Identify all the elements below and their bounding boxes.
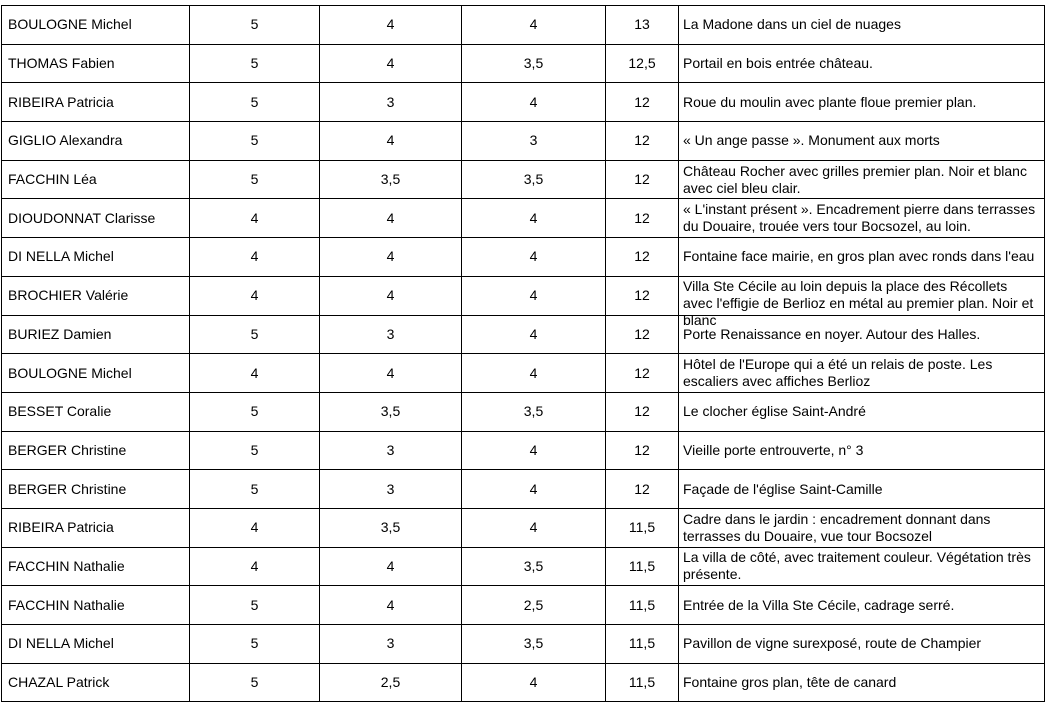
cell-name: BERGER Christine	[2, 431, 190, 470]
cell-score-1: 5	[190, 431, 320, 470]
cell-score-1: 4	[190, 276, 320, 315]
cell-total: 12	[606, 160, 679, 199]
cell-total: 11,5	[606, 663, 679, 702]
cell-name: DI NELLA Michel	[2, 625, 190, 664]
cell-total: 12	[606, 276, 679, 315]
cell-score-2: 3	[320, 315, 462, 354]
cell-score-1: 4	[190, 508, 320, 547]
cell-score-3: 4	[462, 276, 606, 315]
cell-description	[679, 547, 1045, 586]
cell-name: BROCHIER Valérie	[2, 276, 190, 315]
table-row	[2, 276, 1045, 315]
description-text: La villa de côté, avec traitement couleur. Végétation très présente.	[683, 549, 1031, 583]
cell-description	[679, 470, 1045, 509]
cell-score-1: 4	[190, 354, 320, 393]
description-text: Fontaine face mairie, en gros plan avec ronds dans l'eau	[683, 248, 1035, 265]
cell-total: 12	[606, 392, 679, 431]
cell-total: 11,5	[606, 508, 679, 547]
cell-name: FACCHIN Léa	[2, 160, 190, 199]
table-row	[2, 199, 1045, 238]
cell-score-3: 4	[462, 354, 606, 393]
cell-description	[679, 6, 1045, 45]
cell-score-2: 3	[320, 83, 462, 122]
table-row	[2, 6, 1045, 45]
cell-description	[679, 122, 1045, 161]
cell-score-2: 3,5	[320, 160, 462, 199]
cell-description	[679, 44, 1045, 83]
cell-score-2: 4	[320, 238, 462, 277]
cell-score-2: 3,5	[320, 508, 462, 547]
cell-description	[679, 625, 1045, 664]
cell-description	[679, 663, 1045, 702]
description-text: Vieille porte entrouverte, n° 3	[683, 441, 864, 458]
cell-score-1: 5	[190, 392, 320, 431]
cell-name: DI NELLA Michel	[2, 238, 190, 277]
description-text: Cadre dans le jardin : encadrement donnant dans terrasses du Douaire, vue tour Bocsozel	[683, 510, 991, 544]
cell-name: FACCHIN Nathalie	[2, 547, 190, 586]
cell-name: FACCHIN Nathalie	[2, 586, 190, 625]
cell-name: THOMAS Fabien	[2, 44, 190, 83]
cell-score-1: 5	[190, 44, 320, 83]
cell-score-1: 5	[190, 122, 320, 161]
cell-score-1: 5	[190, 160, 320, 199]
results-table-body	[2, 6, 1045, 702]
description-text: Entrée de la Villa Ste Cécile, cadrage serré.	[683, 596, 955, 613]
table-row	[2, 625, 1045, 664]
cell-score-3: 4	[462, 83, 606, 122]
cell-description	[679, 276, 1045, 328]
description-text: Portail en bois entrée château.	[683, 55, 873, 72]
cell-total: 11,5	[606, 547, 679, 586]
cell-total: 12,5	[606, 44, 679, 83]
cell-description	[679, 315, 1045, 354]
cell-total: 12	[606, 431, 679, 470]
cell-score-2: 4	[320, 122, 462, 161]
cell-score-2: 3	[320, 625, 462, 664]
cell-score-2: 4	[320, 354, 462, 393]
description-text: Porte Renaissance en noyer. Autour des Halles.	[683, 325, 981, 342]
cell-score-3: 4	[462, 238, 606, 277]
cell-total: 11,5	[606, 586, 679, 625]
cell-name: BURIEZ Damien	[2, 315, 190, 354]
description-text: La Madone dans un ciel de nuages	[683, 16, 901, 33]
table-row	[2, 663, 1045, 702]
cell-score-2: 4	[320, 44, 462, 83]
cell-total: 12	[606, 199, 679, 238]
cell-description	[679, 508, 1045, 547]
cell-score-1: 5	[190, 315, 320, 354]
description-text: Pavillon de vigne surexposé, route de Champier	[683, 635, 982, 652]
cell-score-1: 5	[190, 625, 320, 664]
description-text: Villa Ste Cécile au loin depuis la place des Récollets avec l'effigie de Berlioz en métal au premier plan. Noir et blanc	[683, 277, 1034, 328]
description-text: Façade de l'église Saint-Camille	[683, 480, 883, 497]
description-text: « L'instant présent ». Encadrement pierre dans terrasses du Douaire, trouée vers tour Bocsozel, au loin.	[683, 201, 1036, 235]
description-text: Fontaine gros plan, tête de canard	[683, 674, 897, 691]
cell-name: GIGLIO Alexandra	[2, 122, 190, 161]
description-text: Château Rocher avec grilles premier plan. Noir et blanc avec ciel bleu clair.	[683, 162, 1027, 196]
cell-name: DIOUDONNAT Clarisse	[2, 199, 190, 238]
cell-total: 12	[606, 238, 679, 277]
cell-description	[679, 83, 1045, 122]
table-row	[2, 508, 1045, 547]
cell-description	[679, 431, 1045, 470]
cell-total: 12	[606, 122, 679, 161]
table-row	[2, 470, 1045, 509]
description-text: « Un ange passe ». Monument aux morts	[683, 132, 940, 149]
cell-score-1: 4	[190, 199, 320, 238]
cell-score-2: 4	[320, 276, 462, 315]
cell-total: 12	[606, 354, 679, 393]
cell-score-1: 5	[190, 470, 320, 509]
cell-score-1: 5	[190, 83, 320, 122]
cell-description	[679, 586, 1045, 625]
table-row	[2, 315, 1045, 354]
cell-score-2: 2,5	[320, 663, 462, 702]
cell-name: BESSET Coralie	[2, 392, 190, 431]
cell-score-3: 4	[462, 315, 606, 354]
table-row	[2, 431, 1045, 470]
cell-score-3: 2,5	[462, 586, 606, 625]
cell-name: RIBEIRA Patricia	[2, 508, 190, 547]
cell-score-3: 3	[462, 122, 606, 161]
cell-name: BOULOGNE Michel	[2, 354, 190, 393]
table-row	[2, 392, 1045, 431]
cell-score-3: 3,5	[462, 160, 606, 199]
cell-description	[679, 354, 1045, 393]
table-row	[2, 354, 1045, 393]
table-row	[2, 160, 1045, 199]
cell-description	[679, 238, 1045, 277]
table-row	[2, 83, 1045, 122]
cell-score-1: 5	[190, 586, 320, 625]
table-row	[2, 547, 1045, 586]
cell-score-3: 4	[462, 470, 606, 509]
cell-name: RIBEIRA Patricia	[2, 83, 190, 122]
table-row	[2, 586, 1045, 625]
cell-score-2: 4	[320, 199, 462, 238]
cell-total: 12	[606, 470, 679, 509]
cell-score-3: 3,5	[462, 625, 606, 664]
cell-name: BERGER Christine	[2, 470, 190, 509]
cell-total: 11,5	[606, 625, 679, 664]
cell-score-3: 4	[462, 508, 606, 547]
cell-description	[679, 392, 1045, 431]
results-table	[1, 5, 1045, 702]
cell-score-1: 5	[190, 663, 320, 702]
cell-score-1: 4	[190, 547, 320, 586]
cell-score-2: 4	[320, 6, 462, 45]
cell-total: 12	[606, 315, 679, 354]
table-row	[2, 44, 1045, 83]
cell-score-2: 4	[320, 547, 462, 586]
cell-name: CHAZAL Patrick	[2, 663, 190, 702]
description-text: Le clocher église Saint-André	[683, 403, 866, 420]
cell-score-3: 4	[462, 6, 606, 45]
description-text: Hôtel de l'Europe qui a été un relais de poste. Les escaliers avec affiches Berlioz	[683, 356, 993, 390]
cell-score-3: 4	[462, 663, 606, 702]
cell-name: BOULOGNE Michel	[2, 6, 190, 45]
cell-total: 13	[606, 6, 679, 45]
cell-score-3: 4	[462, 199, 606, 238]
table-row	[2, 122, 1045, 161]
cell-score-2: 3,5	[320, 392, 462, 431]
cell-score-3: 3,5	[462, 392, 606, 431]
cell-total: 12	[606, 83, 679, 122]
description-text: Roue du moulin avec plante floue premier plan.	[683, 93, 977, 110]
cell-score-3: 4	[462, 431, 606, 470]
cell-score-1: 5	[190, 6, 320, 45]
cell-description	[679, 160, 1045, 199]
cell-score-3: 3,5	[462, 44, 606, 83]
cell-score-2: 3	[320, 470, 462, 509]
cell-score-1: 4	[190, 238, 320, 277]
cell-score-2: 3	[320, 431, 462, 470]
cell-score-2: 4	[320, 586, 462, 625]
table-row	[2, 238, 1045, 277]
cell-score-3: 3,5	[462, 547, 606, 586]
cell-description	[679, 199, 1045, 238]
